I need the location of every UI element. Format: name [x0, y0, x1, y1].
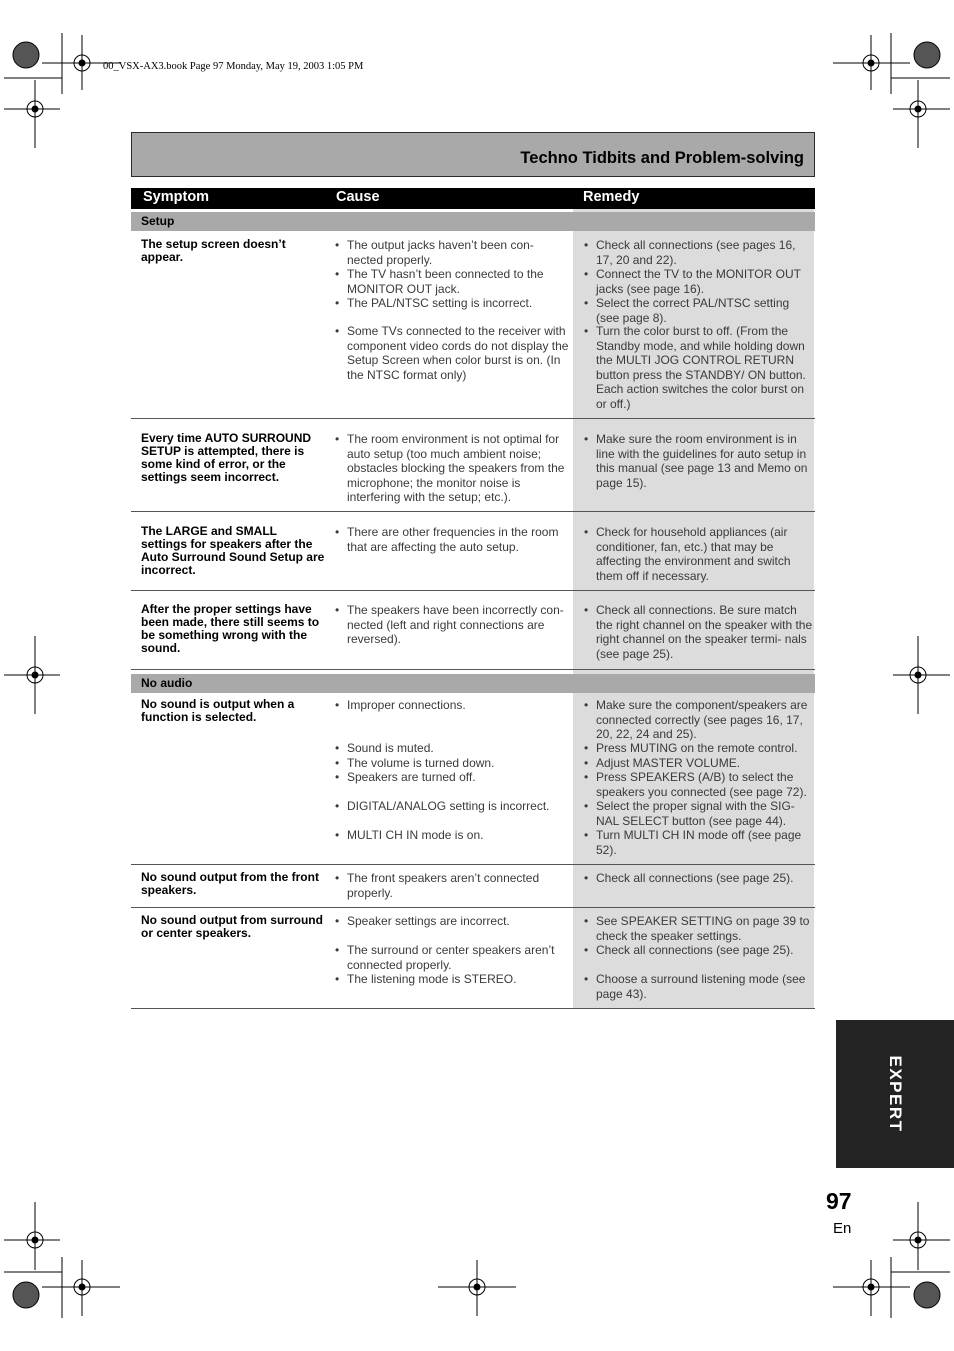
remedy-item: • Press SPEAKERS (A/B) to select the speakers you connected (see page 72).: [584, 770, 807, 799]
section-label: Setup: [141, 214, 175, 228]
remedy-item: • Turn the color burst to off. (From the Standby mode, and while holding down the MULTI JOG CONTROL RETURN button press the STANDBY/ ON button. Each action switches the color burst on or off.): [584, 324, 806, 411]
remedy-item: • Choose a surround listening mode (see page 43).: [584, 972, 806, 1001]
remedy-item: • Connect the TV to the MONITOR OUT jacks (see page 16).: [584, 267, 801, 296]
section-header-setup: [131, 212, 815, 231]
remedy-item: • Make sure the room environment is in line with the guidelines for auto setup in this manual (see page 13 and Memo on page 15).: [584, 432, 808, 490]
remedy-item: • Check for household appliances (air conditioner, fan, etc.) that may be affecting the environment and switch them off if necessary.: [584, 525, 791, 583]
side-tab-label: EXPERT: [886, 1055, 905, 1133]
cause-item: • Some TVs connected to the receiver with component video cords do not display the Setup Screen when color burst is on. (In the NTSC format only): [335, 324, 569, 382]
symptom-text: Every time AUTO SURROUND SETUP is attempted, there is some kind of error, or the settings seem incorrect.: [141, 431, 312, 484]
remedy-item: • Press MUTING on the remote control.: [584, 741, 798, 755]
column-header-remedy: Remedy: [583, 189, 640, 205]
cause-item: • Speakers are turned off.: [335, 770, 476, 784]
symptom-text: No sound output from surround or center speakers.: [141, 913, 323, 940]
symptom-text: The LARGE and SMALL settings for speakers after the Auto Surround Sound Setup are incorrect.: [141, 524, 325, 577]
cause-item: • MULTI CH IN mode is on.: [335, 828, 484, 842]
cause-item: • The output jacks haven’t been con- nected properly.: [335, 238, 534, 267]
column-header-cause: Cause: [336, 189, 380, 205]
cause-item: • The speakers have been incorrectly con- nected (left and right connections are reversed).: [335, 603, 564, 646]
cause-item: • Speaker settings are incorrect.: [335, 914, 510, 928]
symptom-text: The setup screen doesn’t appear.: [141, 237, 286, 264]
remedy-item: • Check all connections. Be sure match the right channel on the speaker with the right channel on the speaker termi- nals (see page 25).: [584, 603, 813, 661]
row-divider: [131, 590, 815, 591]
symptom-text: After the proper settings have been made, there still seems to be something wrong with the sound.: [141, 602, 320, 655]
table-header: [131, 188, 815, 209]
remedy-item: • Make sure the component/speakers are connected correctly (see pages 16, 17, 20, 22, 24 and 25).: [584, 698, 808, 741]
remedy-item: • Select the proper signal with the SIG- NAL SELECT button (see page 44).: [584, 799, 795, 828]
cause-item: • The room environment is not optimal for auto setup (too much ambient noise; obstacles blocking the speakers from the microphone; the monitor noise is interfering with the setup; etc.).: [335, 432, 565, 504]
remedy-item: • Select the correct PAL/NTSC setting (see page 8).: [584, 296, 790, 325]
row-divider: [131, 669, 815, 670]
row-divider: [131, 907, 815, 908]
print-slug: 00_VSX-AX3.book Page 97 Monday, May 19, 2003 1:05 PM: [103, 61, 364, 72]
page-number: 97: [826, 1188, 852, 1214]
symptom-text: No sound is output when a function is selected.: [141, 697, 295, 724]
remedy-item: • See SPEAKER SETTING on page 39 to check the speaker settings.: [584, 914, 810, 943]
cause-item: • The front speakers aren’t connected properly.: [335, 871, 540, 900]
cause-item: • Improper connections.: [335, 698, 466, 712]
cause-item: • The listening mode is STEREO.: [335, 972, 517, 986]
header-band: [131, 132, 815, 177]
section-label: No audio: [141, 676, 193, 690]
column-header-symptom: Symptom: [143, 189, 210, 205]
row-divider: [131, 864, 815, 865]
table-bottom-rule: [131, 1008, 815, 1009]
row-divider: [131, 418, 815, 419]
remedy-item: • Adjust MASTER VOLUME.: [584, 756, 741, 770]
cause-item: • DIGITAL/ANALOG setting is incorrect.: [335, 799, 550, 813]
remedy-item: • Check all connections (see page 25).: [584, 943, 794, 957]
cause-item: • The volume is turned down.: [335, 756, 495, 770]
page-title: Techno Tidbits and Problem-solving: [520, 149, 804, 167]
page-language: En: [833, 1220, 852, 1237]
side-tab-expert: [836, 1020, 954, 1168]
cause-item: • The surround or center speakers aren’t connected properly.: [335, 943, 555, 972]
cause-item: • The PAL/NTSC setting is incorrect.: [335, 296, 533, 310]
cause-item: • Sound is muted.: [335, 741, 434, 755]
remedy-item: • Turn MULTI CH IN mode off (see page 52).: [584, 828, 802, 857]
symptom-text: No sound output from the front speakers.: [141, 870, 319, 897]
section-header-no-audio: [131, 674, 815, 693]
row-divider: [131, 511, 815, 512]
cause-item: • The TV hasn’t been connected to the MONITOR OUT jack.: [335, 267, 544, 296]
remedy-item: • Check all connections (see page 25).: [584, 871, 794, 885]
remedy-item: • Check all connections (see pages 16, 17, 20 and 22).: [584, 238, 796, 267]
cause-item: • There are other frequencies in the room that are affecting the auto setup.: [335, 525, 559, 554]
